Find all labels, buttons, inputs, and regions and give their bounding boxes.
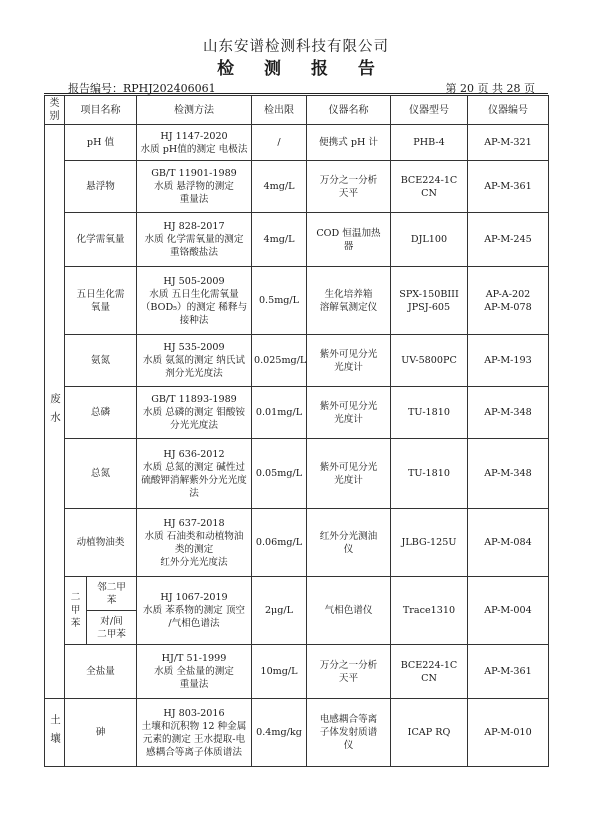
test-methods-table	[44, 95, 549, 767]
table-row	[45, 387, 549, 439]
item-name: 全盐量	[65, 645, 137, 699]
table-row	[45, 577, 549, 611]
model-cell: BCE224-1C CN	[391, 645, 468, 699]
table-row	[45, 267, 549, 335]
item-name: 悬浮物	[65, 161, 137, 213]
model-cell: PHB-4	[391, 125, 468, 161]
number-cell: AP-M-193	[468, 335, 549, 387]
item-name: 五日生化需 氧量	[65, 267, 137, 335]
col-header-method: 检测方法	[137, 96, 252, 125]
method-cell: HJ/T 51-1999 水质 全盐量的测定 重量法	[137, 645, 252, 699]
limit-cell: 0.05mg/L	[252, 439, 307, 509]
model-cell: ICAP RQ	[391, 699, 468, 767]
instrument-cell: 万分之一分析 天平	[307, 645, 391, 699]
category-xylene: 二 甲 苯	[65, 577, 87, 645]
limit-cell: 4mg/L	[252, 161, 307, 213]
method-cell: GB/T 11893-1989 水质 总磷的测定 钼酸铵 分光光度法	[137, 387, 252, 439]
limit-cell: 0.5mg/L	[252, 267, 307, 335]
number-cell: AP-M-348	[468, 439, 549, 509]
item-name: 总磷	[65, 387, 137, 439]
model-cell: TU-1810	[391, 387, 468, 439]
method-cell: HJ 1147-2020 水质 pH值的测定 电极法	[137, 125, 252, 161]
table-row	[45, 335, 549, 387]
method-cell: GB/T 11901-1989 水质 悬浮物的测定 重量法	[137, 161, 252, 213]
limit-cell: 2μg/L	[252, 577, 307, 645]
col-header-instrument: 仪器名称	[307, 96, 391, 125]
number-cell: AP-M-348	[468, 387, 549, 439]
category-wastewater: 废水	[45, 125, 65, 699]
instrument-cell: 紫外可见分光 光度计	[307, 335, 391, 387]
item-name: 动植物油类	[65, 509, 137, 577]
instrument-cell: 气相色谱仪	[307, 577, 391, 645]
method-cell: HJ 828-2017 水质 化学需氧量的测定 重铬酸盐法	[137, 213, 252, 267]
col-header-category: 类 别	[45, 96, 65, 125]
model-cell: Trace1310	[391, 577, 468, 645]
model-cell: JLBG-125U	[391, 509, 468, 577]
instrument-cell: 红外分光测油 仪	[307, 509, 391, 577]
table-row	[45, 509, 549, 577]
method-cell: HJ 803-2016 土壤和沉积物 12 种金属 元素的测定 王水提取-电 感耦合等离子体质谱法	[137, 699, 252, 767]
item-name: 总氮	[65, 439, 137, 509]
instrument-cell: COD 恒温加热 器	[307, 213, 391, 267]
instrument-cell: 紫外可见分光 光度计	[307, 439, 391, 509]
limit-cell: 0.025mg/L	[252, 335, 307, 387]
number-cell: AP-M-361	[468, 645, 549, 699]
method-cell: HJ 535-2009 水质 氨氮的测定 纳氏试 剂分光光度法	[137, 335, 252, 387]
header-rule	[44, 93, 548, 94]
model-cell: DJL100	[391, 213, 468, 267]
method-cell: HJ 636-2012 水质 总氮的测定 碱性过 硫酸钾消解紫外分光光度 法	[137, 439, 252, 509]
model-cell: TU-1810	[391, 439, 468, 509]
table-row	[45, 699, 549, 767]
number-cell: AP-M-245	[468, 213, 549, 267]
report-number: 报告编号：RPHJ202406061	[68, 82, 216, 95]
instrument-cell: 便携式 pH 计	[307, 125, 391, 161]
limit-cell: 10mg/L	[252, 645, 307, 699]
number-cell: AP-M-004	[468, 577, 549, 645]
item-name: pH 值	[65, 125, 137, 161]
page-indicator: 第 20 页 共 28 页	[445, 82, 535, 95]
item-name: 氨氮	[65, 335, 137, 387]
item-name-p-m-xylene: 对/间 二甲苯	[87, 611, 137, 645]
company-name: 山东安谱检测科技有限公司	[203, 39, 389, 55]
col-header-limit: 检出限	[252, 96, 307, 125]
method-cell: HJ 637-2018 水质 石油类和动植物油 类的测定 红外分光光度法	[137, 509, 252, 577]
number-cell: AP-M-084	[468, 509, 549, 577]
document-title: 检 测 报 告	[217, 59, 387, 79]
number-cell: AP-M-010	[468, 699, 549, 767]
instrument-cell: 万分之一分析 天平	[307, 161, 391, 213]
method-cell: HJ 1067-2019 水质 苯系物的测定 顶空 /气相色谱法	[137, 577, 252, 645]
limit-cell: /	[252, 125, 307, 161]
instrument-cell: 生化培养箱 溶解氧测定仪	[307, 267, 391, 335]
limit-cell: 0.01mg/L	[252, 387, 307, 439]
col-header-item: 项目名称	[65, 96, 137, 125]
number-cell: AP-M-321	[468, 125, 549, 161]
category-soil: 土壤	[45, 699, 65, 767]
instrument-cell: 电感耦合等离 子体发射质谱 仪	[307, 699, 391, 767]
table-row	[45, 125, 549, 161]
col-header-model: 仪器型号	[391, 96, 468, 125]
table-header-row	[45, 96, 549, 125]
model-cell: BCE224-1C CN	[391, 161, 468, 213]
item-name: 化学需氧量	[65, 213, 137, 267]
table-row	[45, 213, 549, 267]
model-cell: UV-5800PC	[391, 335, 468, 387]
number-cell: AP-A-202 AP-M-078	[468, 267, 549, 335]
item-name-o-xylene: 邻二甲 苯	[87, 577, 137, 611]
limit-cell: 0.06mg/L	[252, 509, 307, 577]
method-cell: HJ 505-2009 水质 五日生化需氧量 （BOD₅）的测定 稀释与 接种法	[137, 267, 252, 335]
instrument-cell: 紫外可见分光 光度计	[307, 387, 391, 439]
limit-cell: 4mg/L	[252, 213, 307, 267]
item-name: 砷	[65, 699, 137, 767]
table-row	[45, 645, 549, 699]
number-cell: AP-M-361	[468, 161, 549, 213]
limit-cell: 0.4mg/kg	[252, 699, 307, 767]
col-header-number: 仪器编号	[468, 96, 549, 125]
table-row	[45, 161, 549, 213]
table-row	[45, 439, 549, 509]
model-cell: SPX-150BIII JPSJ-605	[391, 267, 468, 335]
